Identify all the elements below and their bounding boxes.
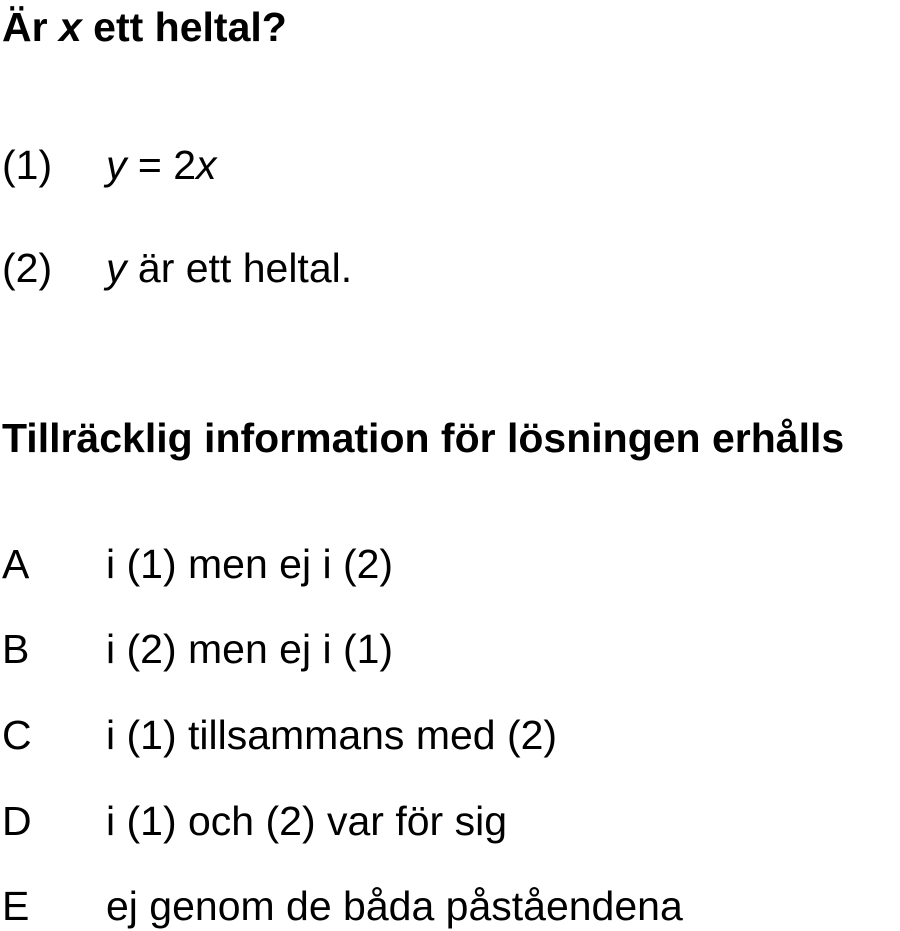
statement-1-text [106, 141, 217, 189]
option-d-letter: D [2, 798, 32, 844]
question-title [2, 3, 287, 51]
question-variable: x [58, 4, 82, 50]
option-c-letter: C [2, 712, 32, 758]
statement-1-label: (1) [2, 142, 53, 188]
statement-1-var-x: x [196, 142, 217, 188]
statement-1-var-y: y [106, 142, 127, 188]
option-a-letter: A [2, 541, 30, 587]
option-e-text: ej genom de båda påståendena [106, 883, 683, 929]
statement-2-label: (2) [2, 245, 53, 291]
statement-2-text [106, 244, 352, 292]
statement-2-rest: är ett heltal. [126, 245, 353, 291]
option-e [0, 882, 900, 930]
statement-1 [0, 141, 900, 189]
option-a [0, 540, 900, 588]
statement-2-var-y: y [106, 245, 127, 291]
option-a-text: i (1) men ej i (2) [106, 541, 394, 587]
statement-1-middle: = 2 [126, 142, 197, 188]
option-c-text: i (1) tillsammans med (2) [106, 712, 558, 758]
option-b-letter: B [2, 626, 30, 672]
option-c [0, 711, 900, 759]
statement-2 [0, 244, 900, 292]
option-d [0, 797, 900, 845]
option-e-letter: E [2, 883, 30, 929]
sufficiency-prompt: Tillräcklig information för lösningen erhålls [2, 415, 845, 461]
option-d-text: i (1) och (2) var för sig [106, 798, 507, 844]
option-b [0, 625, 900, 673]
option-b-text: i (2) men ej i (1) [106, 626, 394, 672]
question-prefix: Är [2, 4, 59, 50]
question-suffix: ett heltal? [81, 4, 287, 50]
